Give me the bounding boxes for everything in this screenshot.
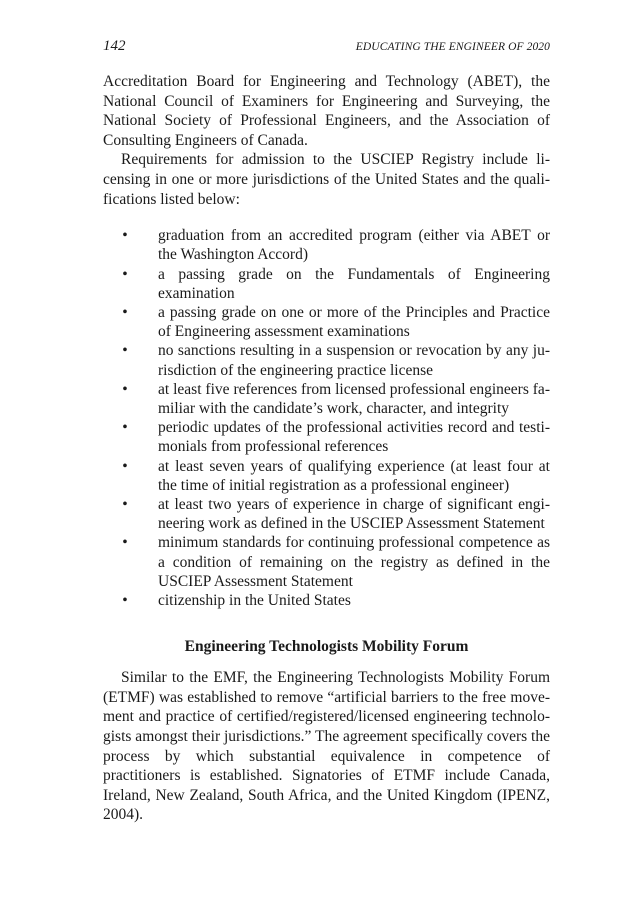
bullet-icon: • (122, 457, 128, 475)
list-item (122, 591, 550, 610)
list-item (122, 533, 550, 591)
list-item (122, 380, 550, 418)
book-page (103, 38, 550, 825)
list-item-text: graduation from an accredited program (either via ABET or the Washington Accord) (158, 227, 550, 264)
bullet-icon: • (122, 534, 128, 552)
list-item-text: periodic updates of the professional activities record and testimonials from professional references (158, 419, 550, 456)
section-heading: Engineering Technologists Mobility Forum (184, 638, 469, 656)
bullet-icon: • (122, 380, 128, 398)
paragraph-etmf: Similar to the EMF, the Engineering Technologists Mobility Forum (ETMF) was established to remove “artificial barriers to the free movement and practice of certified/registered/licensed engineering technologists amongst their jurisdictions.” The agreement specifically covers the process by which substantial equivalence in competence of practitioners is established. Signatories of ETMF include Canada, Ireland, New Zealand, South Africa, and the United Kingdom (IPENZ, 2004). (103, 669, 550, 824)
bullet-icon: • (122, 496, 128, 513)
list-item-text: at least five references from licensed professional engineers familiar with the candidate’s work, character, and integrity (158, 380, 550, 417)
paragraph-requirements: Requirements for admission to the USCIEP Registry include licensing in one or more jurisdictions of the United States and the qualifications listed below: (103, 151, 550, 208)
list-item-text: citizenship in the United States (158, 592, 351, 610)
running-header (103, 38, 550, 60)
list-item (122, 341, 550, 379)
list-item-text: no sanctions resulting in a suspension or revocation by any jurisdiction of the engineering practice license (158, 342, 550, 379)
list-item-text: minimum standards for continuing professional competence as a condition of remaining on the registry as defined in the USCIEP Assessment Statement (158, 534, 550, 590)
list-item-text: at least two years of experience in charge of significant engineering work as defined in the USCIEP Assessment Statement (158, 496, 550, 533)
list-item (122, 226, 550, 264)
list-item (122, 495, 550, 533)
body-text (103, 72, 550, 825)
list-item-text: a passing grade on the Fundamentals of Engineering examination (158, 265, 550, 302)
list-item-text: at least seven years of qualifying experience (at least four at the time of initial registration as a professional engineer) (158, 457, 550, 494)
bullet-icon: • (122, 303, 128, 321)
bullet-icon: • (122, 342, 128, 360)
list-item (122, 265, 550, 303)
paragraph-continuation: Accreditation Board for Engineering and Technology (ABET), the National Council of Examiners for Engineering and Surveying, the National Society of Professional Engineers, and the Association of Consulting Engineers of Canada. (103, 73, 550, 149)
qualifications-list (103, 226, 550, 610)
list-item-text: a passing grade on one or more of the Principles and Practice of Engineering assessment examinations (158, 303, 550, 341)
bullet-icon: • (122, 592, 128, 610)
bullet-icon: • (122, 419, 128, 437)
list-item (122, 418, 550, 456)
bullet-icon: • (122, 265, 128, 283)
bullet-icon: • (122, 227, 128, 245)
running-title: EDUCATING THE ENGINEER OF 2020 (355, 41, 550, 53)
list-item (122, 303, 550, 341)
page-number: 142 (103, 38, 126, 54)
list-item (122, 457, 550, 495)
